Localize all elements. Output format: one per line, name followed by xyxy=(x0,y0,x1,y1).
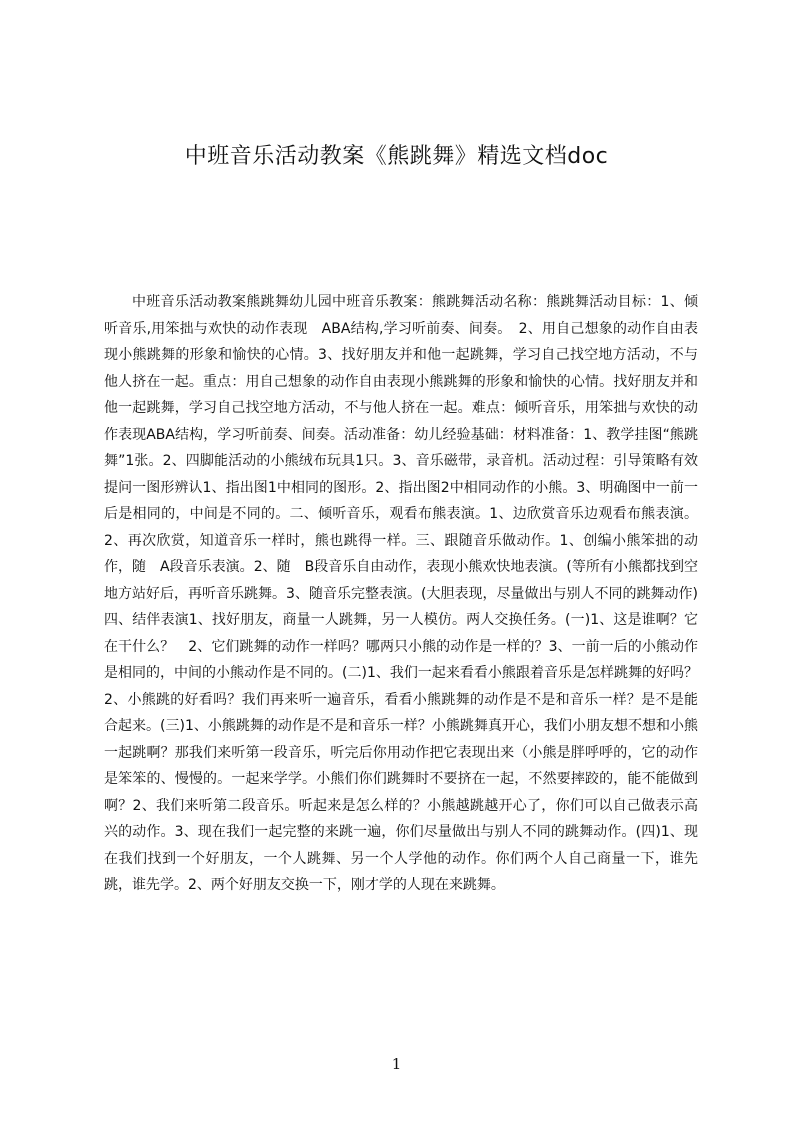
body-paragraph: 中班音乐活动教案熊跳舞幼儿园中班音乐教案：熊跳舞活动名称：熊跳舞活动目标：1、倾听音乐,用笨拙与欢快的动作表现 ABA结构,学习听前奏、间奏。 2、用自己想象的动作自由表现小熊跳舞的形象和愉快的心情。3、找好朋友并和他一起跳舞，学习自己找空地方活动，不与他人挤在一起。重点：用自己想象的动作自由表现小熊跳舞的形象和愉快的心情。找好朋友并和他一起跳舞，学习自己找空地方活动，不与他人挤在一起。难点：倾听音乐，用笨拙与欢快的动作表现ABA结构，学习听前奏、间奏。活动准备：幼儿经验基础：材料准备：1、教学挂图“熊跳舞”1张。2、四脚能活动的小熊绒布玩具1只。3、音乐磁带，录音机。活动过程：引导策略有效提问一图形辨认1、指出图1中相同的图形。2、指出图2中相同动作的小熊。3、明确图中一前一后是相同的，中间是不同的。二、倾听音乐，观看布熊表演。1、边欣赏音乐边观看布熊表演。2、再次欣赏，知道音乐一样时，熊也跳得一样。三、跟随音乐做动作。1、创编小熊笨拙的动作，随 A段音乐表演。2、随 B段音乐自由动作，表现小熊欢快地表演。(等所有小熊都找到空地方站好后，再听音乐跳舞。3、随音乐完整表演。(大胆表现，尽量做出与别人不同的跳舞动作)四、结伴表演1、找好朋友，商量一人跳舞，另一人模仿。两人交换任务。(一)1、这是谁啊？它在干什么？ 2、它们跳舞的动作一样吗？哪两只小熊的动作是一样的？3、一前一后的小熊动作是相同的，中间的小熊动作是不同的。(二)1、我们一起来看看小熊跟着音乐是怎样跳舞的好吗？ 2、小熊跳的好看吗？我们再来听一遍音乐，看看小熊跳舞的动作是不是和音乐一样？是不是能合起来。(三)1、小熊跳舞的动作是不是和音乐一样？小熊跳舞真开心，我们小朋友想不想和小熊一起跳啊？那我们来听第一段音乐，听完后你用动作把它表现出来（小熊是胖呼呼的，它的动作是笨笨的、慢慢的。一起来学学。小熊们你们跳舞时不要挤在一起，不然要摔跤的，能不能做到啊？2、我们来听第二段音乐。听起来是怎么样的？小熊越跳越开心了，你们可以自己做表示高兴的动作。3、现在我们一起完整的来跳一遍，你们尽量做出与别人不同的跳舞动作。(四)1、现在我们找到一个好朋友，一个人跳舞、另一个人学他的动作。你们两个人自己商量一下，谁先跳，谁先学。2、两个好朋友交换一下，刚才学的人现在来跳舞。 xyxy=(104,294,712,893)
page-number: 1 xyxy=(391,1055,402,1073)
document-title: 中班音乐活动教案《熊跳舞》精选文档doc xyxy=(184,144,609,169)
